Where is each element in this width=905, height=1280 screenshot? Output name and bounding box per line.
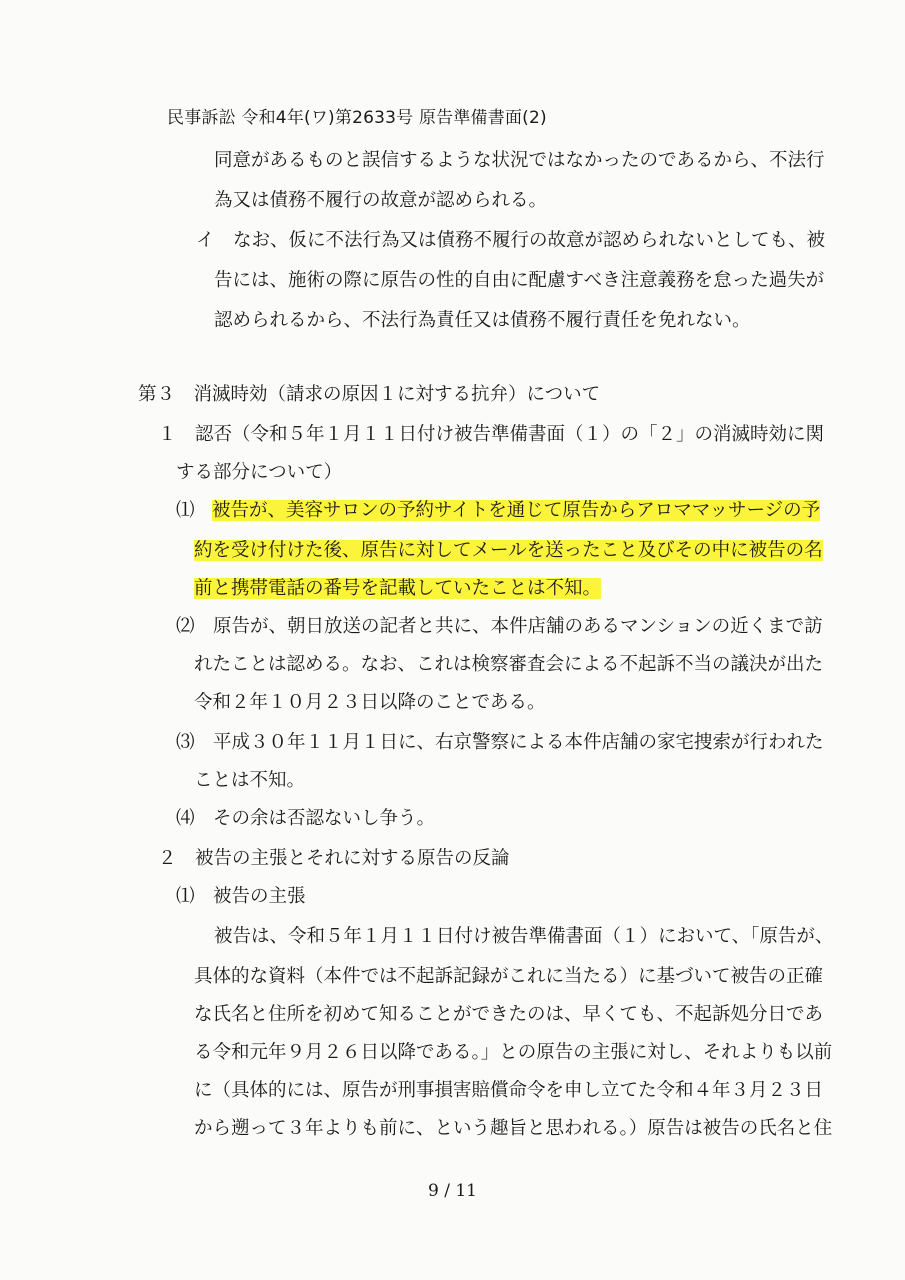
text-line: ことは不知。 [194, 770, 306, 791]
text-line: する部分について） [176, 462, 343, 483]
text-line: から遡って３年よりも前に、という趣旨と思われる。）原告は被告の氏名と住 [194, 1118, 833, 1139]
text-line: イ なお、仮に不法行為又は債務不履行の故意が認められないとしても、被 [196, 230, 826, 251]
highlighted-text: 被告が、美容サロンの予約サイトを通じて原告からアロママッサージの予 [212, 500, 821, 521]
section-heading: 第３ 消滅時効（請求の原因１に対する抗弁）について [138, 384, 601, 405]
subsection-heading: ２ 被告の主張とそれに対する原告の反論 [158, 848, 510, 869]
highlighted-text: 約を受け付けた後、原告に対してメールを送ったこと及びその中に被告の名 [194, 540, 823, 561]
case-header: 民事訴訟 令和4年(ワ)第2633号 原告準備書面(2) [167, 108, 547, 128]
page-number: 9 / 11 [428, 1181, 477, 1201]
text-line: 告には、施術の際に原告の性的自由に配慮すべき注意義務を怠った過失が [214, 270, 825, 291]
text-line: ⑴ 被告の主張 [176, 886, 306, 907]
item-number: ⑴ [176, 500, 195, 521]
text-line: ⑶ 平成３０年１１月１日に、右京警察による本件店舗の家宅捜索が行われた [176, 732, 824, 753]
text-line: に（具体的には、原告が刑事損害賠償命令を申し立てた令和４年３月２３日 [194, 1080, 824, 1101]
text-line: 同意があるものと誤信するような状況ではなかったのであるから、不法行 [214, 150, 825, 171]
text-line: 被告は、令和５年１月１１日付け被告準備書面（１）において、「原告が、 [214, 926, 834, 947]
text-line: 具体的な資料（本件では不起訴記録がこれに当たる）に基づいて被告の正確 [194, 966, 824, 987]
text-line: 認められるから、不法行為責任又は債務不履行責任を免れない。 [214, 310, 751, 331]
text-line: 為又は債務不履行の故意が認められる。 [214, 190, 548, 211]
text-line: な氏名と住所を初めて知ることができたのは、早くても、不起訴処分日であ [194, 1004, 824, 1025]
text-line: れたことは認める。なお、これは検察審査会による不起訴不当の議決が出た [194, 654, 824, 675]
text-line: 令和２年１０月２３日以降のことである。 [194, 692, 546, 713]
text-line: ⑷ その余は否認ないし争う。 [176, 808, 436, 829]
subsection-heading: １ 認否（令和５年１月１１日付け被告準備書面（１）の「２」の消滅時効に関 [158, 424, 825, 445]
text-line: ⑵ 原告が、朝日放送の記者と共に、本件店舗のあるマンションの近くまで訪 [176, 616, 823, 637]
highlighted-text: 前と携帯電話の番号を記載していたことは不知。 [194, 578, 602, 599]
text-line: る令和元年９月２６日以降である。」との原告の主張に対し、それよりも以前 [194, 1042, 833, 1063]
